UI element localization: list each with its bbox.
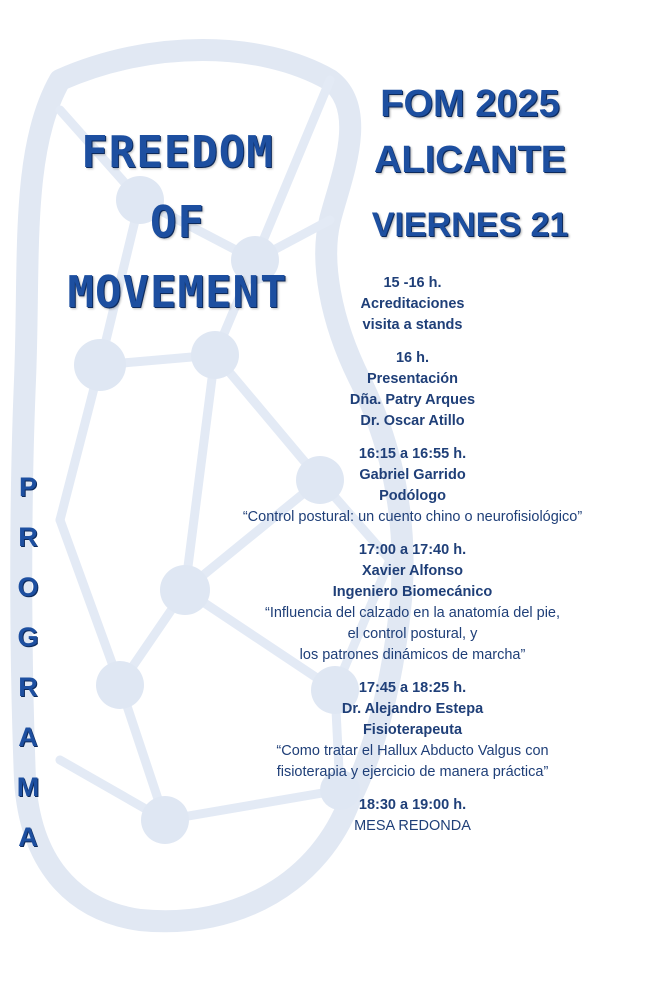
programa-letter: P — [18, 472, 37, 502]
schedule-slot — [210, 678, 615, 783]
slot-line: fisioterapia y ejercicio de manera práctica” — [276, 764, 549, 780]
slot-time: 16 h. — [395, 350, 430, 366]
slot-bold-line: Ingeniero Biomecánico — [332, 584, 493, 600]
slot-time: 18:30 a 19:00 h. — [358, 797, 467, 813]
slot-bold-line: visita a stands — [362, 317, 463, 333]
slot-line: MESA REDONDA — [354, 818, 471, 834]
slot-bold-line: Dña. Patry Arques — [349, 392, 476, 408]
schedule — [210, 273, 615, 849]
slot-line: “Influencia del calzado en la anatomía del pie, — [264, 605, 561, 621]
slot-time: 17:00 a 17:40 h. — [358, 542, 467, 558]
title-line: OF — [150, 197, 205, 248]
slot-bold-line: Gabriel Garrido — [359, 467, 466, 483]
slot-bold-line: Dr. Alejandro Estepa — [341, 701, 484, 717]
programa-letter: O — [17, 572, 39, 602]
slot-time: 17:45 a 18:25 h. — [358, 680, 467, 696]
programa-vertical-label — [8, 462, 48, 862]
schedule-slot — [210, 348, 615, 432]
programa-letter: R — [18, 522, 38, 552]
schedule-slot — [210, 795, 615, 837]
slot-line: “Control postural: un cuento chino o neurofisiológico” — [242, 509, 583, 525]
slot-line: el control postural, y — [347, 626, 478, 642]
programa-letter: R — [18, 672, 38, 702]
programa-letter: A — [18, 722, 38, 752]
programa-letter: G — [17, 622, 39, 652]
title-line: FREEDOM — [81, 127, 274, 178]
slot-line: “Como tratar el Hallux Abducto Valgus con — [276, 743, 549, 759]
slot-bold-line: Podólogo — [379, 488, 446, 504]
event-title-line: FOM 2025 — [380, 83, 560, 125]
programa-letter: A — [18, 822, 38, 852]
schedule-slot — [210, 444, 615, 528]
slot-line: los patrones dinámicos de marcha” — [299, 647, 526, 663]
slot-bold-line: Fisioterapeuta — [362, 722, 463, 738]
slot-bold-line: Presentación — [366, 371, 459, 387]
slot-bold-line: Xavier Alfonso — [362, 563, 463, 579]
title-line: MOVEMENT — [67, 267, 288, 318]
slot-time: 15 -16 h. — [383, 275, 442, 291]
slot-bold-line: Acreditaciones — [360, 296, 465, 312]
schedule-slot — [210, 540, 615, 666]
slot-time: 16:15 a 16:55 h. — [358, 446, 467, 462]
day-title: VIERNES 21 — [371, 206, 569, 244]
slot-bold-line: Dr. Oscar Atillo — [360, 413, 465, 429]
programa-letter: M — [16, 772, 40, 802]
event-title — [345, 76, 595, 188]
event-title-line: ALICANTE — [373, 139, 567, 181]
schedule-slot — [210, 273, 615, 336]
